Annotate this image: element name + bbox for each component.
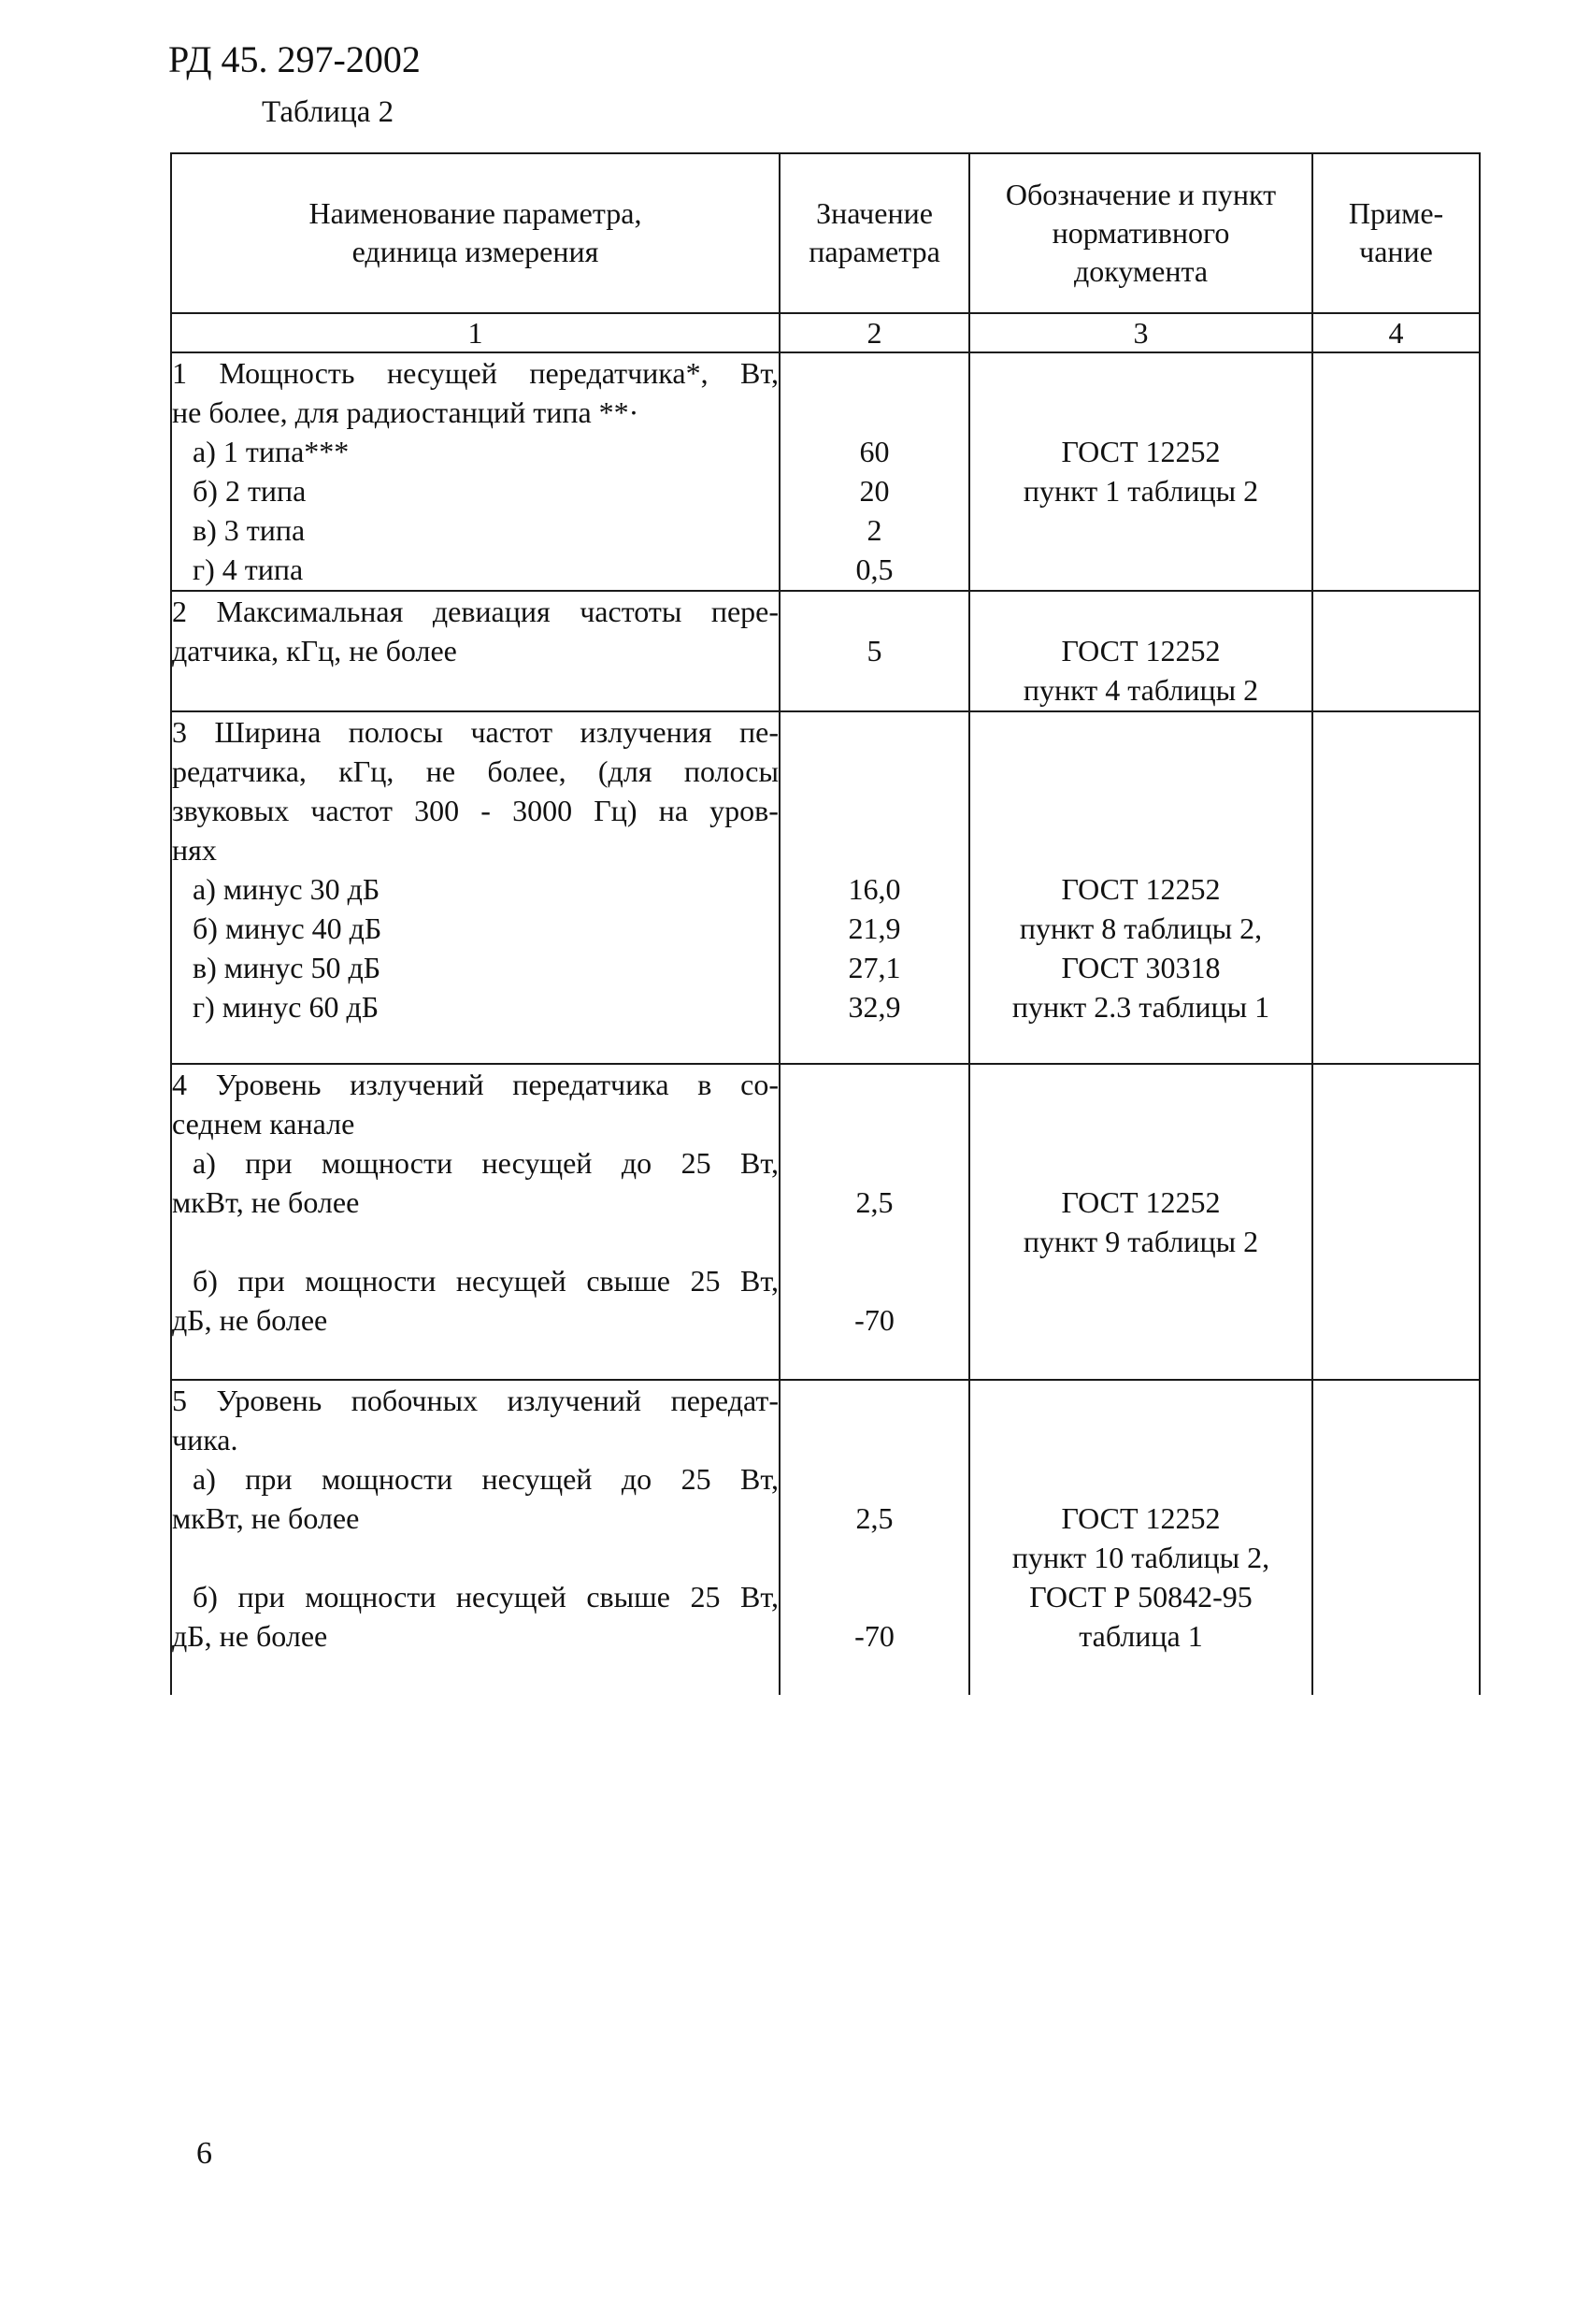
note-cell [1312,352,1480,591]
table-row [171,591,1480,711]
parameter-cell: 3 Ширина полосы частот излучения пе- редатчика, кГц, не более, (для полосы звуковых частот 300 - 3000 Гц) на уров- нях а) минус 30 дБ б) минус 40 дБ в) минус 50 дБ г) минус 60 дБ [171,711,780,1065]
parameter-cell: 1 Мощность несущей передатчика*, Вт, не более, для радиостанций типа **· а) 1 типа*** б) 2 типа в) 3 типа г) 4 типа [171,352,780,591]
column-number: 1 [171,313,780,352]
reference-cell: ГОСТ 12252 пункт 10 таблицы 2, ГОСТ Р 50842-95 таблица 1 [969,1380,1312,1695]
table-header-row [171,153,1480,313]
table-row [171,1064,1480,1379]
note-cell [1312,1380,1480,1695]
parameter-cell: 4 Уровень излучений передатчика в со- седнем канале а) при мощности несущей до 25 Вт, мкВт, не более б) при мощности несущей свыше 25 Вт, дБ, не более [171,1064,780,1379]
table-row [171,352,1480,591]
note-cell [1312,1064,1480,1379]
table-row [171,711,1480,1065]
column-number: 3 [969,313,1312,352]
parameters-table [170,152,1481,1695]
header-value: Значение параметра [780,153,969,313]
reference-cell: ГОСТ 12252 пункт 4 таблицы 2 [969,591,1312,711]
value-cell: 5 [780,591,969,711]
parameter-cell: 2 Максимальная девиация частоты пере- датчика, кГц, не более [171,591,780,711]
table-row [171,1380,1480,1695]
table-caption: Таблица 2 [262,95,394,129]
parameter-cell: 5 Уровень побочных излучений передат- чика. а) при мощности несущей до 25 Вт, мкВт, не более б) при мощности несущей свыше 25 Вт, дБ, не более [171,1380,780,1695]
header-reference: Обозначение и пункт нормативного документа [969,153,1312,313]
header-note: Приме- чание [1312,153,1480,313]
column-number: 4 [1312,313,1480,352]
column-number: 2 [780,313,969,352]
reference-cell: ГОСТ 12252 пункт 1 таблицы 2 [969,352,1312,591]
value-cell: 2,5 -70 [780,1064,969,1379]
page-number: 6 [196,2136,212,2171]
reference-cell: ГОСТ 12252 пункт 9 таблицы 2 [969,1064,1312,1379]
note-cell [1312,591,1480,711]
note-cell [1312,711,1480,1065]
value-cell: 60 20 2 0,5 [780,352,969,591]
reference-cell: ГОСТ 12252 пункт 8 таблицы 2, ГОСТ 30318 пункт 2.3 таблицы 1 [969,711,1312,1065]
column-numbers-row [171,313,1480,352]
value-cell: 16,0 21,9 27,1 32,9 [780,711,969,1065]
header-parameter: Наименование параметра, единица измерения [171,153,780,313]
value-cell: 2,5 -70 [780,1380,969,1695]
document-code: РД 45. 297-2002 [168,38,421,80]
